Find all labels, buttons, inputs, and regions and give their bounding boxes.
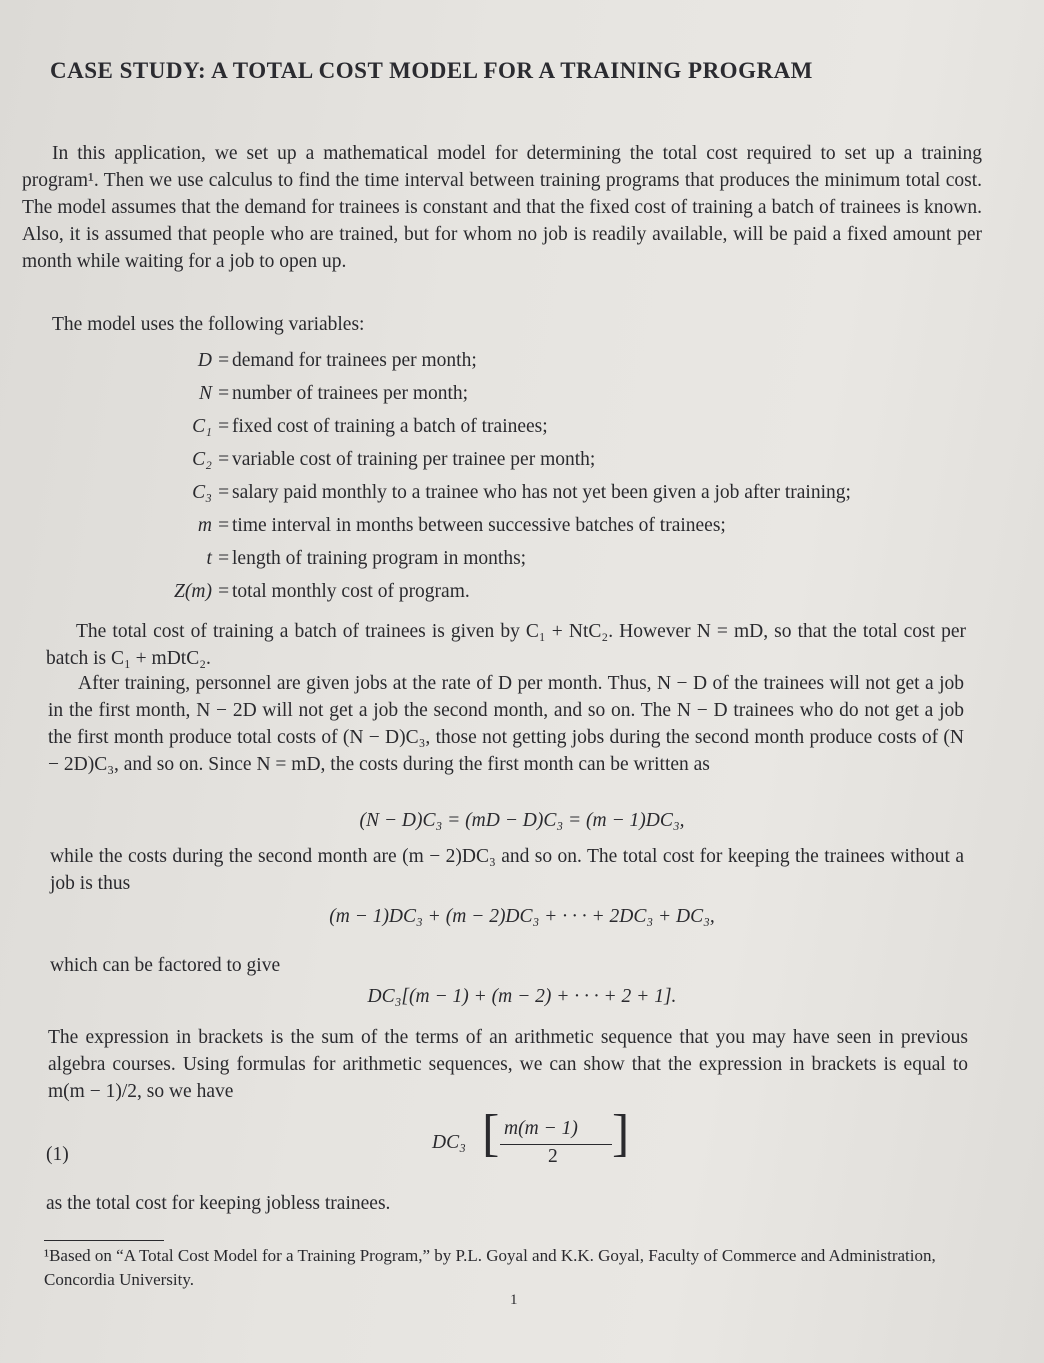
fraction-bar — [500, 1144, 612, 1145]
footnote: ¹Based on “A Total Cost Model for a Training Program,” by P.L. Goyal and K.K. Goyal, Faculty of Commerce and Administration, Concordia University. — [44, 1246, 936, 1289]
variable-item: t = length of training program in months; — [206, 548, 527, 569]
right-bracket: ] — [612, 1105, 630, 1162]
second-month-paragraph: while the costs during the second month are (m − 2)DC₃ and so on. The total cost for keeping the trainees without a job is thus — [50, 846, 964, 894]
variable-list — [80, 350, 980, 614]
page-number: 1 — [510, 1292, 518, 1308]
total-cost-paragraph: The total cost of training a batch of trainees is given by C₁ + NtC₂. However N = mD, so that the total cost per batch is C₁ + mDtC₂. — [46, 621, 966, 669]
variable-item: C₁ = fixed cost of training a batch of trainees; — [192, 416, 548, 437]
footnote-rule — [44, 1240, 164, 1241]
after-training-paragraph: After training, personnel are given jobs at the rate of D per month. Thus, N − D of the trainees will not get a job in the first month, N − 2D will not get a job the second month, and so on. The N − D trainees who do not get a job the first month produce total costs of (N − D)C₃, those not getting jobs during the second month produce costs of (N − 2D)C₃, and so on. Since N = mD, the costs during the first month can be written as — [48, 673, 964, 775]
equation-factored: DC₃[(m − 1) + (m − 2) + · · · + 2 + 1]. — [367, 986, 677, 1007]
page-title: CASE STUDY: A TOTAL COST MODEL FOR A TRAINING PROGRAM — [50, 58, 813, 83]
variable-item: N = number of trainees per month; — [198, 383, 469, 404]
fraction-numerator: m(m − 1) — [504, 1118, 578, 1139]
brackets-paragraph: The expression in brackets is the sum of the terms of an arithmetic sequence that you may have seen in previous algebra courses. Using formulas for arithmetic sequences, we can show that the expression in brackets is equal to m(m − 1)/2, so we have — [48, 1027, 968, 1102]
intro-paragraph: In this application, we set up a mathematical model for determining the total cost required to set up a training program¹. Then we use calculus to find the time interval between training programs that produces the minimum total cost. The model assumes that the demand for trainees is constant and that the fixed cost of training a batch of trainees is known. Also, it is assumed that people who are trained, but for whom no job is readily available, will be paid a fixed amount per month while waiting for a job to open up. — [22, 143, 982, 272]
equation-sum: (m − 1)DC₃ + (m − 2)DC₃ + · · · + 2DC₃ + DC₃, — [329, 906, 715, 927]
variable-item: m = time interval in months between successive batches of trainees; — [197, 515, 726, 536]
equation-prefix: DC₃ — [432, 1132, 466, 1153]
final-paragraph: as the total cost for keeping jobless trainees. — [46, 1193, 391, 1214]
fraction-denominator: 2 — [548, 1146, 558, 1167]
equation-number: (1) — [46, 1144, 69, 1165]
variable-item: C₃ = salary paid monthly to a trainee who has not yet been given a job after training; — [192, 482, 851, 503]
equation-first-month: (N − D)C₃ = (mD − D)C₃ = (m − 1)DC₃, — [359, 810, 685, 831]
left-bracket: [ — [482, 1105, 500, 1162]
factor-paragraph: which can be factored to give — [50, 955, 281, 976]
model-intro-paragraph: The model uses the following variables: — [52, 314, 365, 335]
variable-item: Z(m) = total monthly cost of program. — [174, 581, 470, 602]
variable-item: D = demand for trainees per month; — [197, 350, 477, 371]
variable-item: C₂ = variable cost of training per trainee per month; — [192, 449, 596, 470]
